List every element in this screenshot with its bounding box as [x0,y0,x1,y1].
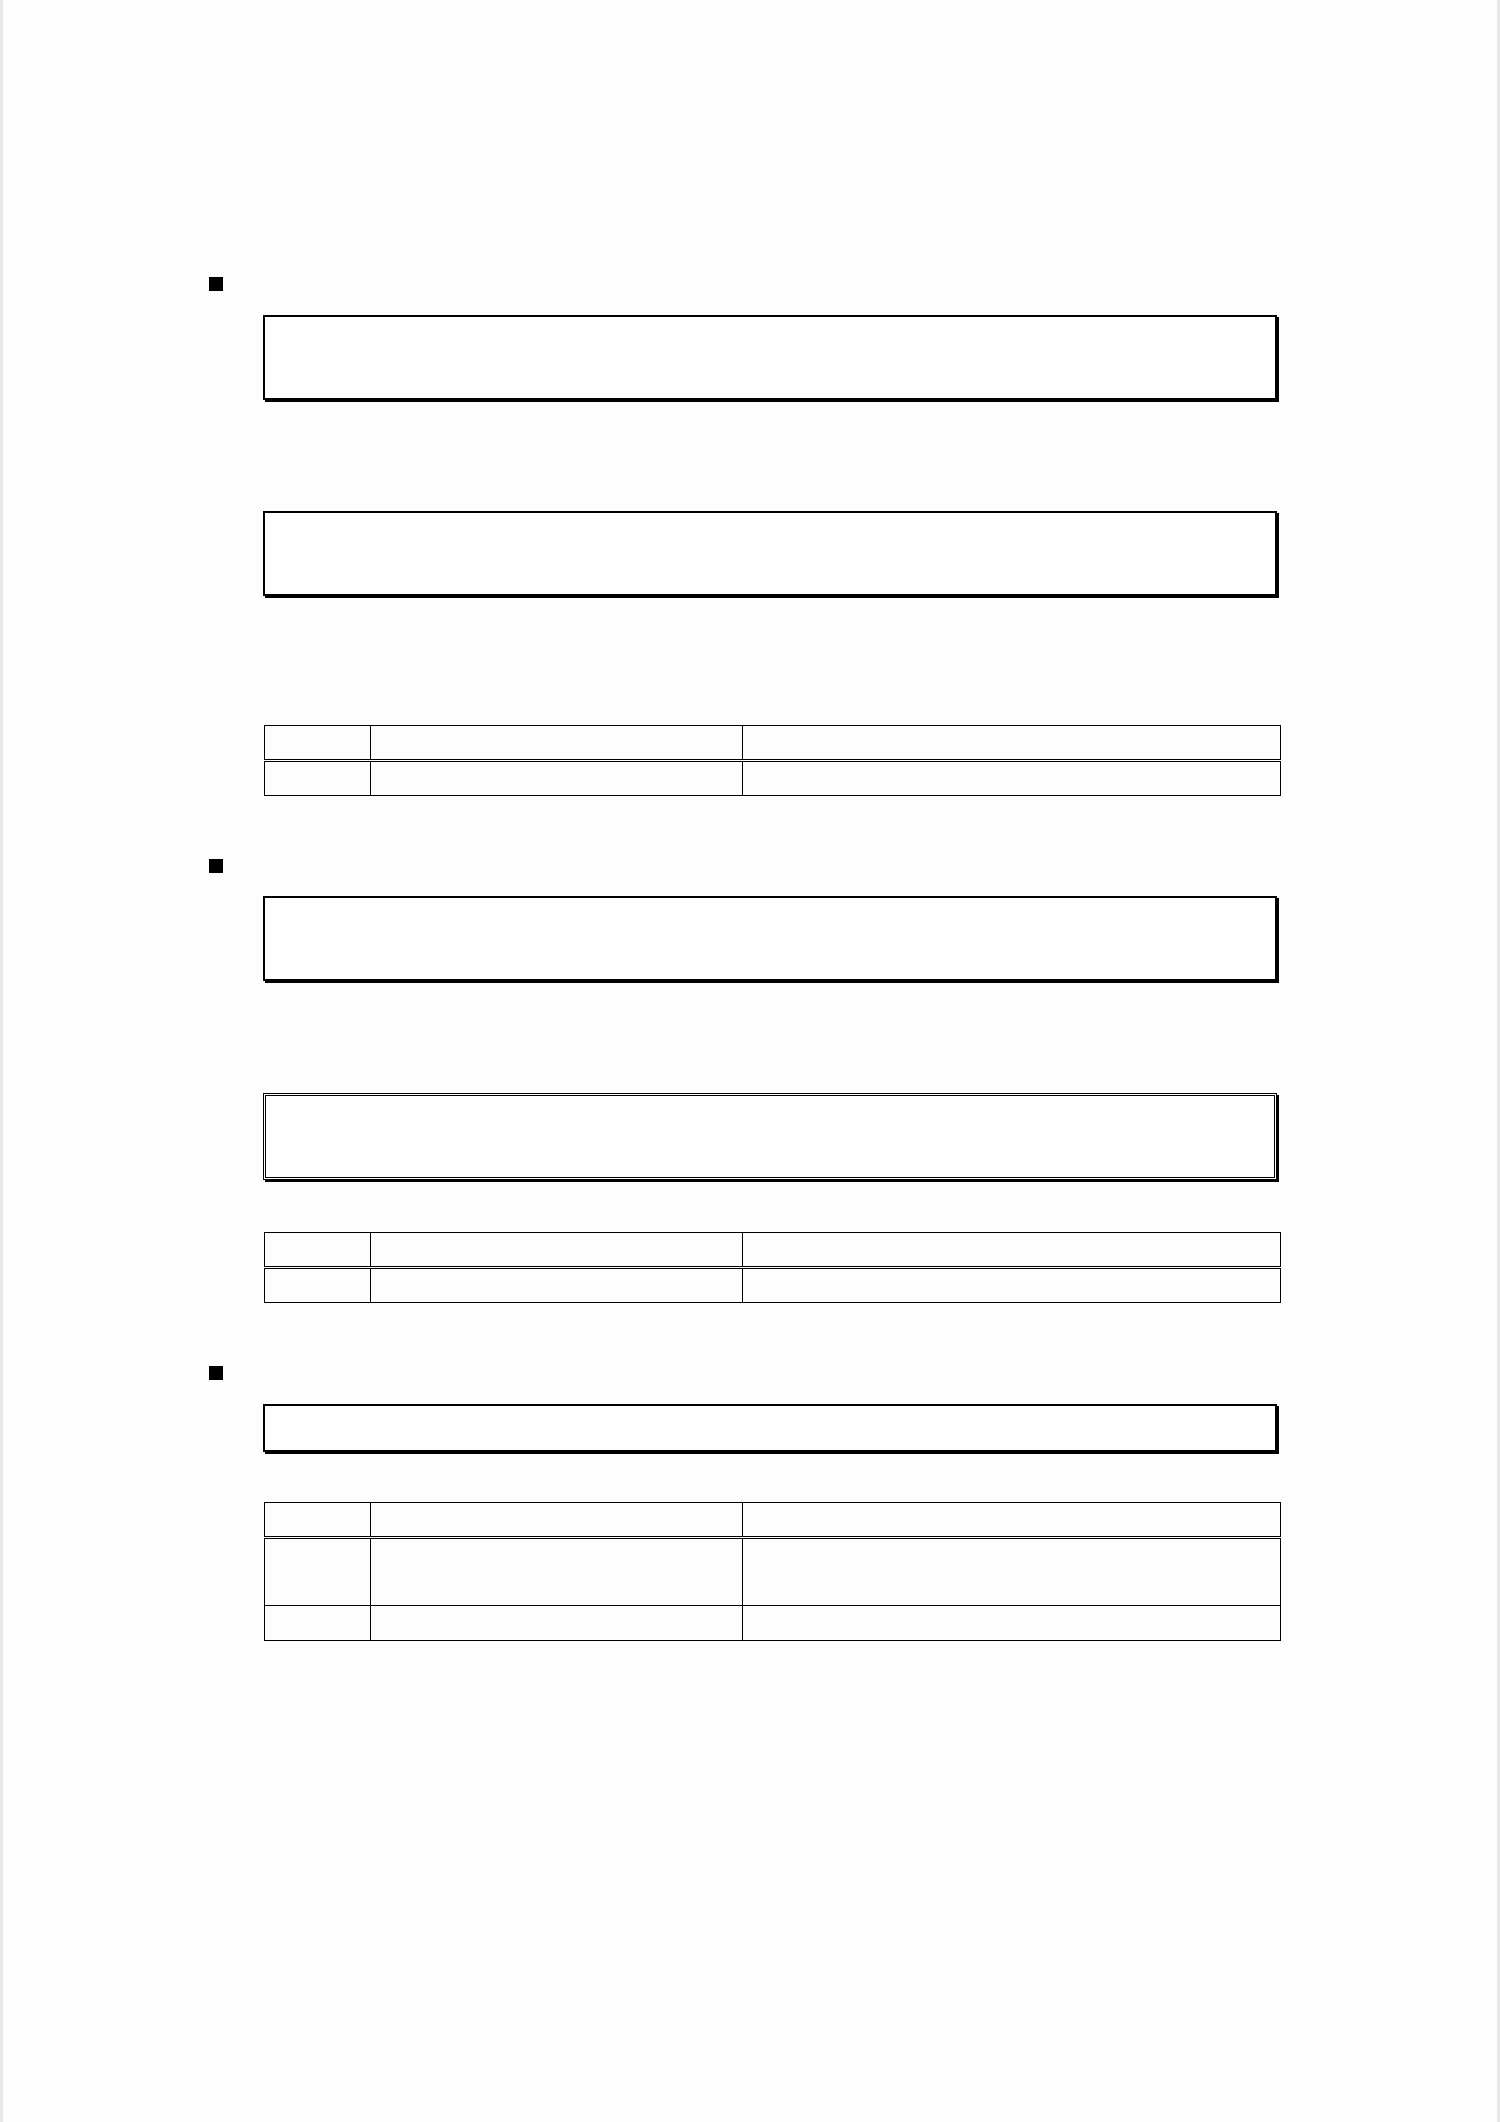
table-cell [265,1268,371,1303]
table-header-cell [371,726,743,761]
page-edge-left [0,0,3,2122]
table-header-row [265,1233,1281,1268]
table-cell [265,1538,371,1606]
code-box-3 [263,896,1277,981]
table-header-cell [743,726,1281,761]
table-header-cell [265,1233,371,1268]
spec-table-2 [264,1232,1281,1303]
table-header-cell [371,1233,743,1268]
table-cell [371,761,743,796]
code-box-5 [263,1404,1277,1452]
table-row [265,1538,1281,1606]
spec-table-3 [264,1502,1281,1641]
table-cell [371,1538,743,1606]
table-row [265,761,1281,796]
table-cell [371,1268,743,1303]
table-header-row [265,1503,1281,1538]
table-row [265,1268,1281,1303]
table-header-cell [265,1503,371,1538]
code-box-1 [263,315,1277,400]
section-bullet-3 [209,1366,223,1380]
table-cell [265,1606,371,1641]
table-cell [743,1538,1281,1606]
code-box-4 [263,1093,1277,1180]
table-cell [743,1606,1281,1641]
section-bullet-1 [209,277,223,291]
table-header-row [265,726,1281,761]
code-box-2 [263,511,1277,596]
table-header-cell [743,1233,1281,1268]
table-header-cell [371,1503,743,1538]
table-row [265,1606,1281,1641]
spec-table-1 [264,725,1281,796]
table-cell [743,1268,1281,1303]
table-cell [743,761,1281,796]
section-bullet-2 [209,859,223,873]
table-header-cell [265,726,371,761]
table-cell [371,1606,743,1641]
table-header-cell [743,1503,1281,1538]
table-cell [265,761,371,796]
